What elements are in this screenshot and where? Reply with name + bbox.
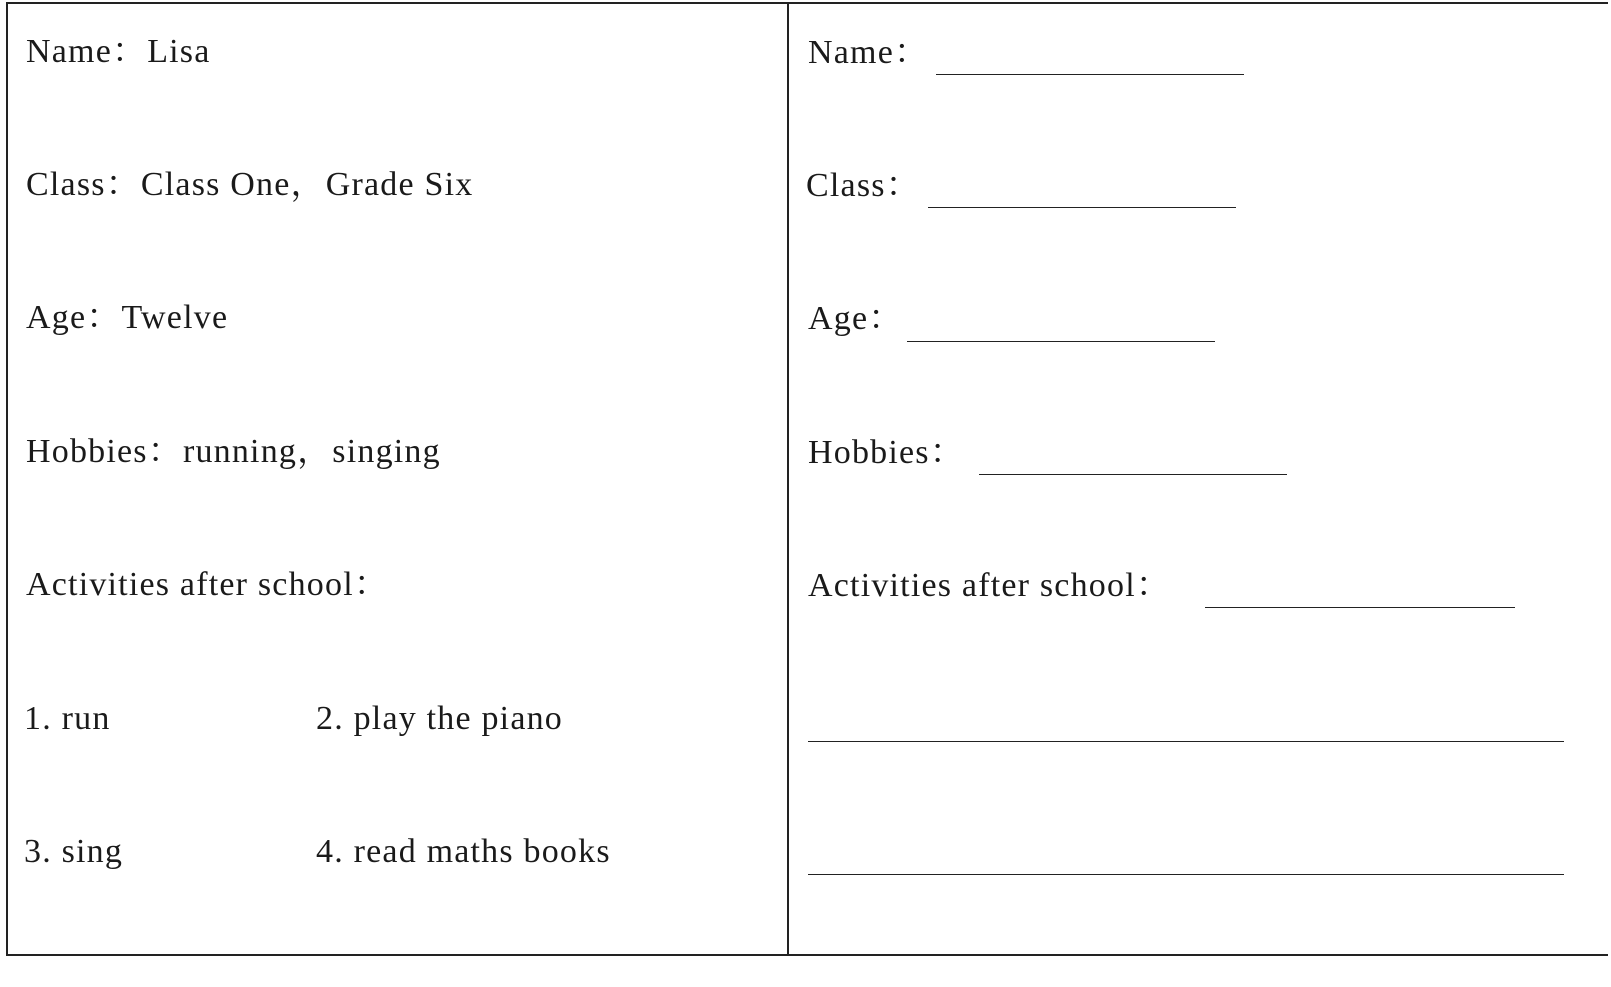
left-name-value: Lisa xyxy=(147,33,211,70)
age-blank-line[interactable] xyxy=(907,341,1215,342)
column-divider xyxy=(787,2,789,956)
right-class-label: Class： xyxy=(806,167,921,204)
activity-item: 1. run xyxy=(24,700,111,737)
right-hobbies-label: Hobbies： xyxy=(808,434,965,471)
activities-blank-line[interactable] xyxy=(1205,607,1515,608)
right-activities-label: Activities after school： xyxy=(808,567,1172,604)
left-activities-label: Activities after school： xyxy=(26,566,390,603)
left-hobbies-label: Hobbies： xyxy=(26,433,183,470)
class-blank-line[interactable] xyxy=(928,207,1236,208)
activity-item: 4. read maths books xyxy=(316,833,611,870)
left-class-value: Class One，Grade Six xyxy=(140,166,474,203)
left-hobbies-value: running，singing xyxy=(182,433,441,470)
activities-blank-line-2[interactable] xyxy=(808,741,1564,742)
left-hobbies-row xyxy=(26,435,441,469)
left-activities-heading xyxy=(26,568,389,602)
activities-blank-line-3[interactable] xyxy=(808,874,1564,875)
activity-item: 3. sing xyxy=(24,833,124,870)
right-name-label: Name： xyxy=(808,34,930,71)
right-age-label: Age： xyxy=(808,300,904,337)
left-name-label: Name： xyxy=(26,33,148,70)
left-age-row xyxy=(26,301,228,335)
left-age-label: Age： xyxy=(26,299,122,336)
left-class-label: Class： xyxy=(26,166,141,203)
info-card-table xyxy=(6,2,1608,956)
hobbies-blank-line[interactable] xyxy=(979,474,1287,475)
name-blank-line[interactable] xyxy=(936,74,1244,75)
activity-item: 2. play the piano xyxy=(316,700,564,737)
left-name-row xyxy=(26,35,211,69)
left-class-row xyxy=(26,168,473,202)
left-age-value: Twelve xyxy=(121,299,229,336)
